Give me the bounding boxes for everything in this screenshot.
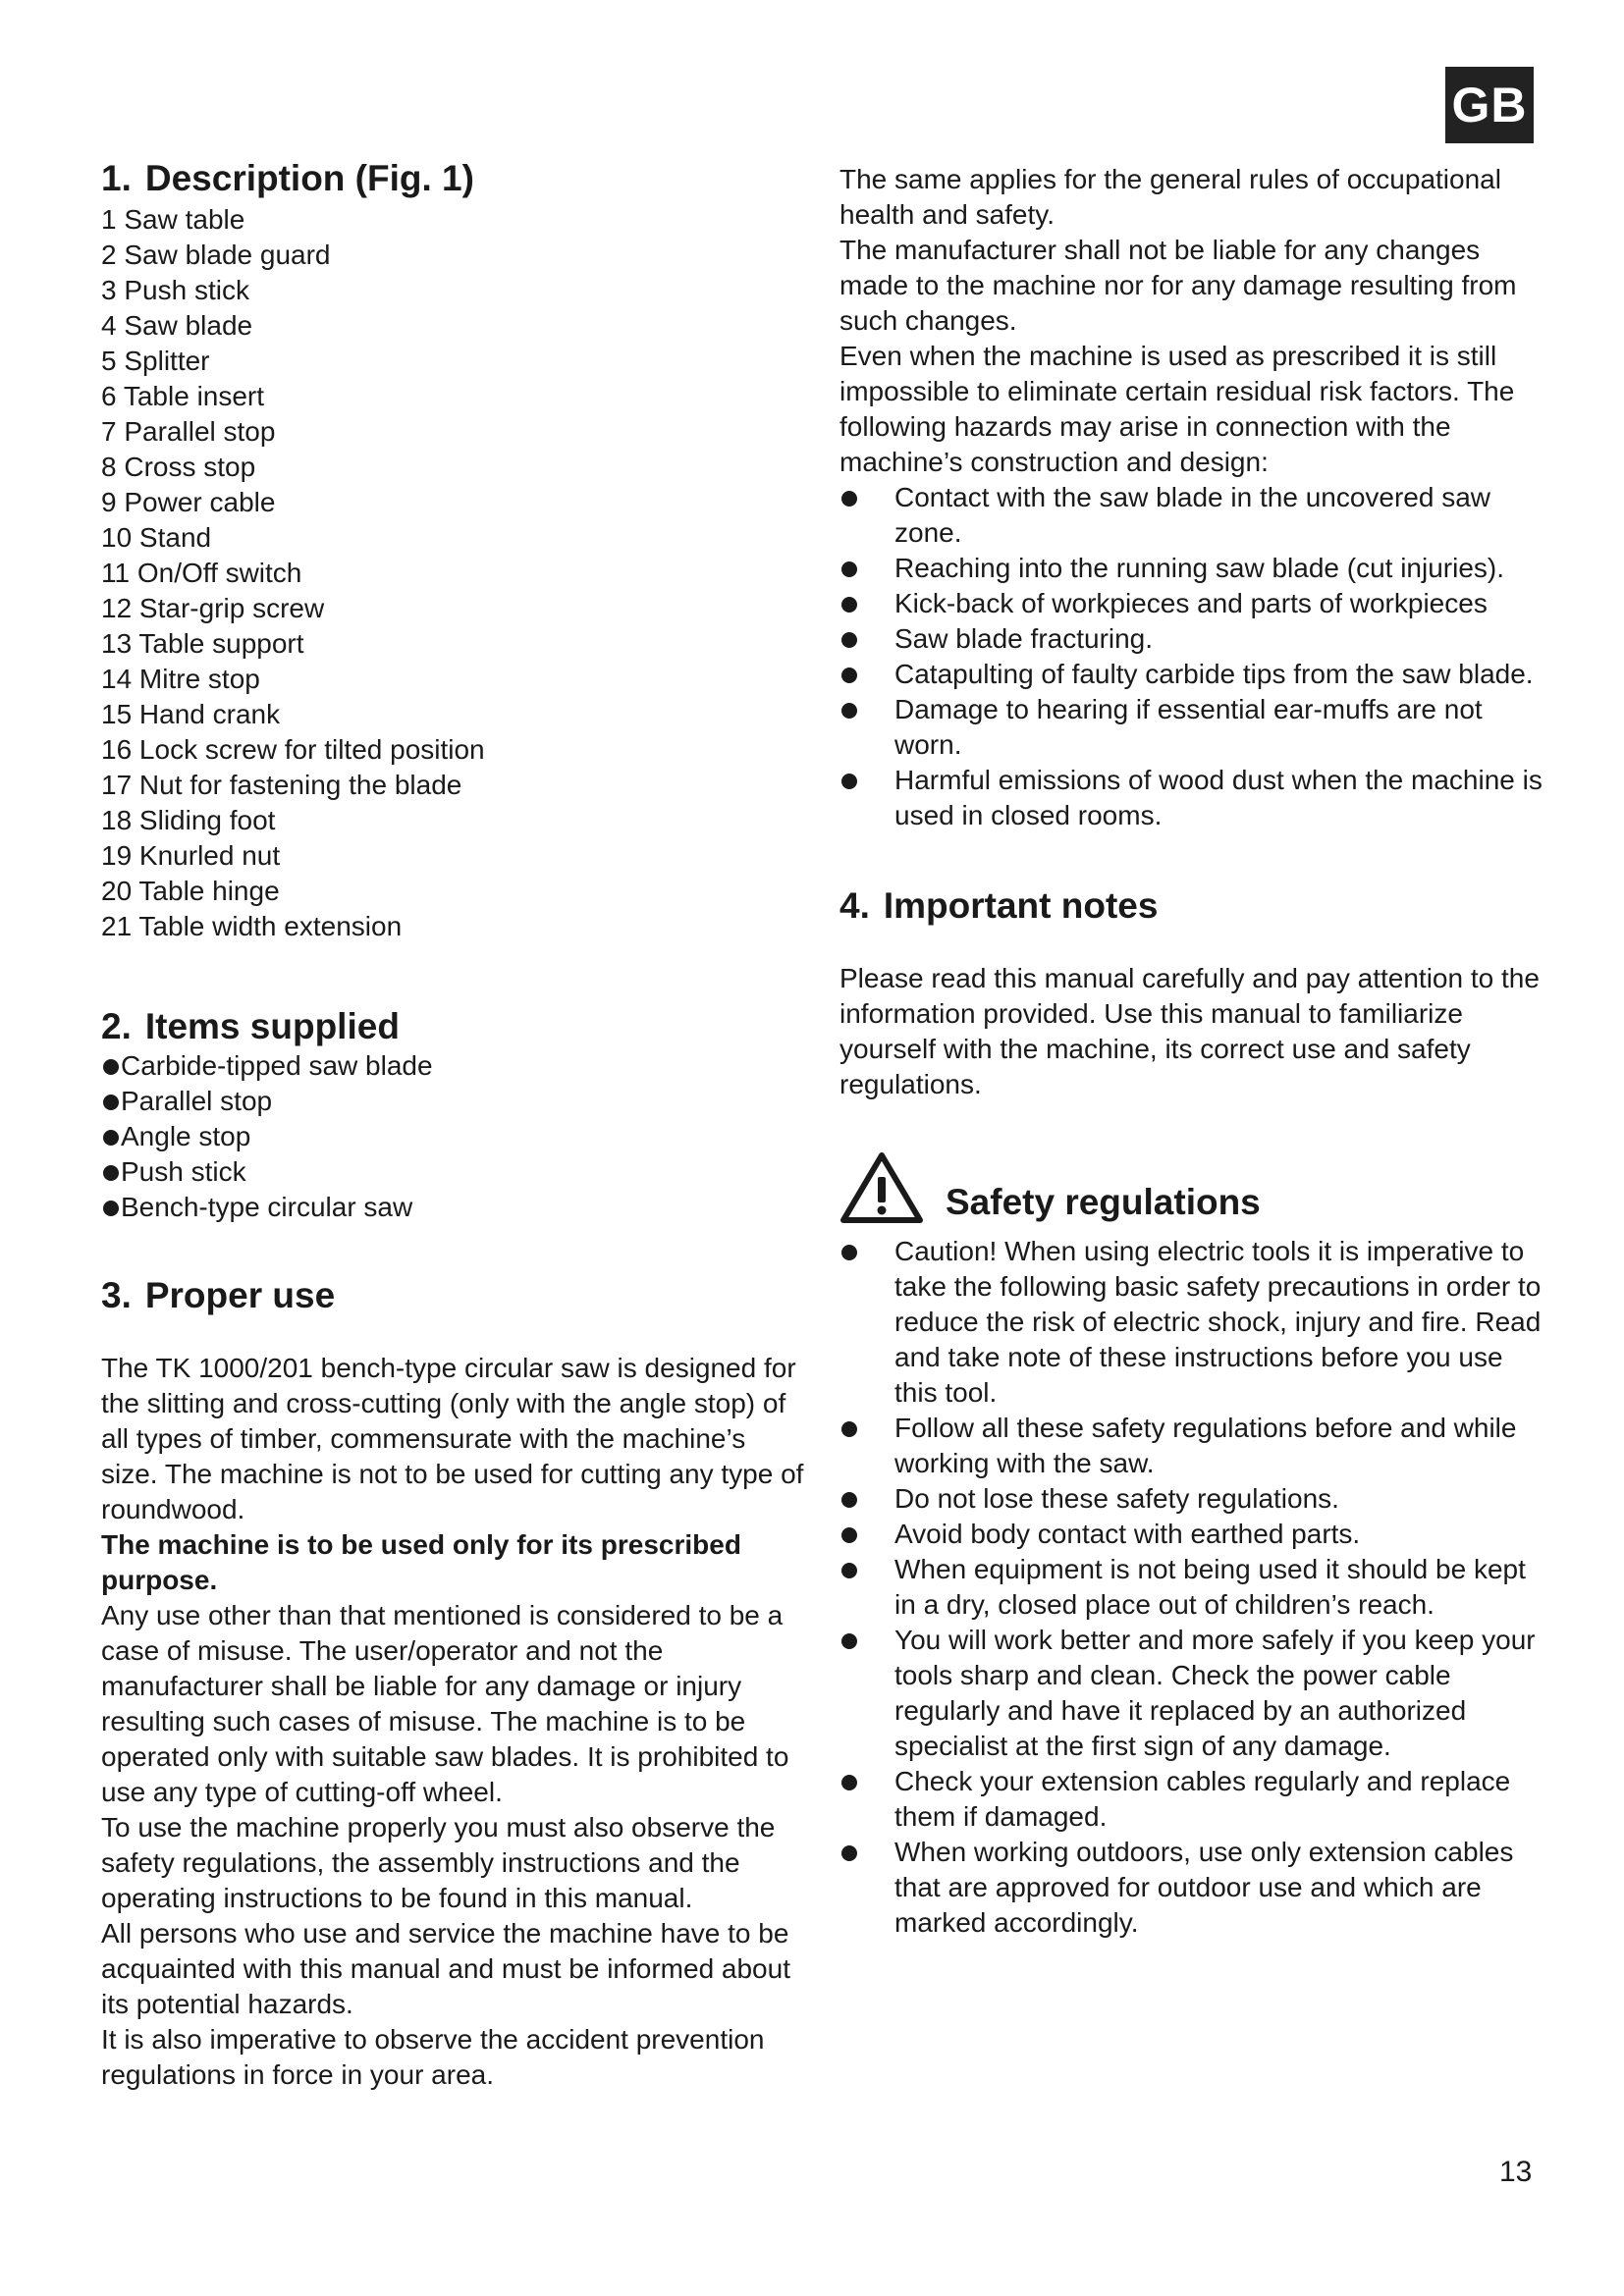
residual-risk-body <box>839 162 1546 480</box>
list-item: You will work better and more safely if you keep your tools sharp and clean. Check the power cable regularly and have it replaced by an authorized specialist at the first sign of any damage. <box>839 1623 1546 1764</box>
section-1-title: Description (Fig. 1) <box>144 158 474 198</box>
list-item: 18 Sliding foot <box>101 805 276 835</box>
language-badge: GB <box>1445 67 1534 143</box>
list-item: 11 On/Off switch <box>101 558 302 588</box>
important-notes-body <box>839 961 1546 1102</box>
list-item: Push stick <box>101 1154 808 1190</box>
list-item: 16 Lock screw for tilted position <box>101 734 485 765</box>
list-item: Kick-back of workpieces and parts of workpieces <box>839 586 1546 621</box>
list-item: 5 Splitter <box>101 346 210 376</box>
list-item: When working outdoors, use only extension cables that are approved for outdoor use and which are marked accordingly. <box>839 1835 1546 1941</box>
list-item: 4 Saw blade <box>101 310 253 341</box>
paragraph: Any use other than that mentioned is considered to be a case of misuse. The user/operator and not the manufacturer shall be liable for any damage or injury resulting such cases of misuse. The machine is to be operated only with suitable saw blades. It is prohibited to use any type of cutting-off wheel. <box>101 1600 789 1807</box>
list-item: 20 Table hinge <box>101 876 280 906</box>
safety-title: Safety regulations <box>946 1182 1261 1222</box>
paragraph: It is also imperative to observe the accident prevention regulations in force in your area. <box>101 2024 765 2090</box>
list-item: Contact with the saw blade in the uncovered saw zone. <box>839 480 1546 551</box>
safety-heading <box>839 1151 1546 1224</box>
parts-list <box>101 202 808 944</box>
paragraph: All persons who use and service the machine have to be acquainted with this manual and must be informed about its potential hazards. <box>101 1918 790 2019</box>
list-item: Carbide-tipped saw blade <box>101 1048 808 1084</box>
paragraph: To use the machine properly you must also observe the safety regulations, the assembly instructions and the operating instructions to be found in this manual. <box>101 1812 776 1913</box>
warning-triangle-icon <box>839 1151 924 1224</box>
section-3-title: Proper use <box>144 1275 336 1315</box>
list-item: Follow all these safety regulations before and while working with the saw. <box>839 1411 1546 1481</box>
section-2-heading <box>101 1005 808 1048</box>
list-item: 9 Power cable <box>101 487 276 517</box>
list-item: Bench-type circular saw <box>101 1190 808 1225</box>
list-item: Caution! When using electric tools it is imperative to take the following basic safety precautions in order to reduce the risk of electric shock, injury and fire. Read and take note of these instructions before you use this tool. <box>839 1234 1546 1411</box>
section-1-heading <box>101 157 808 200</box>
list-item: 13 Table support <box>101 628 304 659</box>
safety-list <box>839 1234 1546 1941</box>
list-item: 17 Nut for fastening the blade <box>101 770 462 800</box>
proper-use-body <box>101 1351 808 2093</box>
list-item: 19 Knurled nut <box>101 840 281 871</box>
paragraph: Please read this manual carefully and pay attention to the information provided. Use this manual to familiarize yourself with the machine, its correct use and safety regulations. <box>839 963 1540 1099</box>
section-3-heading <box>101 1274 808 1317</box>
list-item: Damage to hearing if essential ear-muffs are not worn. <box>839 692 1546 763</box>
list-item: Angle stop <box>101 1119 808 1154</box>
paragraph: The same applies for the general rules of occupational health and safety. <box>839 164 1501 230</box>
section-1-number: 1. <box>101 158 132 198</box>
list-item: Do not lose these safety regulations. <box>839 1481 1546 1517</box>
paragraph: The manufacturer shall not be liable for any changes made to the machine nor for any damage resulting from such changes. <box>839 235 1517 336</box>
list-item: 1 Saw table <box>101 204 245 235</box>
list-item: 2 Saw blade guard <box>101 240 331 270</box>
list-item: 10 Stand <box>101 522 212 553</box>
list-item: When equipment is not being used it should be kept in a dry, closed place out of children’s reach. <box>839 1552 1546 1623</box>
list-item: 3 Push stick <box>101 275 249 305</box>
section-4-heading <box>839 884 1546 928</box>
list-item: 14 Mitre stop <box>101 664 260 694</box>
list-item: Avoid body contact with earthed parts. <box>839 1517 1546 1552</box>
section-2-number: 2. <box>101 1006 132 1046</box>
list-item: Parallel stop <box>101 1084 808 1119</box>
list-item: 7 Parallel stop <box>101 416 276 447</box>
list-item: 15 Hand crank <box>101 699 281 729</box>
list-item: Saw blade fracturing. <box>839 621 1546 657</box>
left-column <box>101 157 808 2093</box>
right-column <box>839 162 1546 1941</box>
paragraph: Even when the machine is used as prescribed it is still impossible to eliminate certain residual risk factors. The following hazards may arise in connection with the machine’s construction and design: <box>839 341 1515 477</box>
list-item: Harmful emissions of wood dust when the machine is used in closed rooms. <box>839 763 1546 833</box>
list-item: Check your extension cables regularly and replace them if damaged. <box>839 1764 1546 1835</box>
list-item: Reaching into the running saw blade (cut injuries). <box>839 551 1546 586</box>
paragraph: The TK 1000/201 bench-type circular saw is designed for the slitting and cross-cutting (only with the angle stop) of all types of timber, commensurate with the machine’s size. The machine is not to be used for cutting any type of roundwood. <box>101 1353 804 1524</box>
items-supplied-list <box>101 1048 808 1225</box>
hazards-list <box>839 480 1546 833</box>
list-item: 8 Cross stop <box>101 452 256 482</box>
section-2-title: Items supplied <box>144 1006 400 1046</box>
list-item: Catapulting of faulty carbide tips from the saw blade. <box>839 657 1546 692</box>
section-4-title: Important notes <box>883 885 1159 926</box>
page-number: 13 <box>1499 2156 1533 2188</box>
section-4-number: 4. <box>839 885 870 926</box>
list-item: 21 Table width extension <box>101 911 403 941</box>
list-item: 6 Table insert <box>101 381 265 411</box>
paragraph-bold: The machine is to be used only for its prescribed purpose. <box>101 1529 741 1595</box>
list-item: 12 Star-grip screw <box>101 593 325 623</box>
section-3-number: 3. <box>101 1275 132 1315</box>
